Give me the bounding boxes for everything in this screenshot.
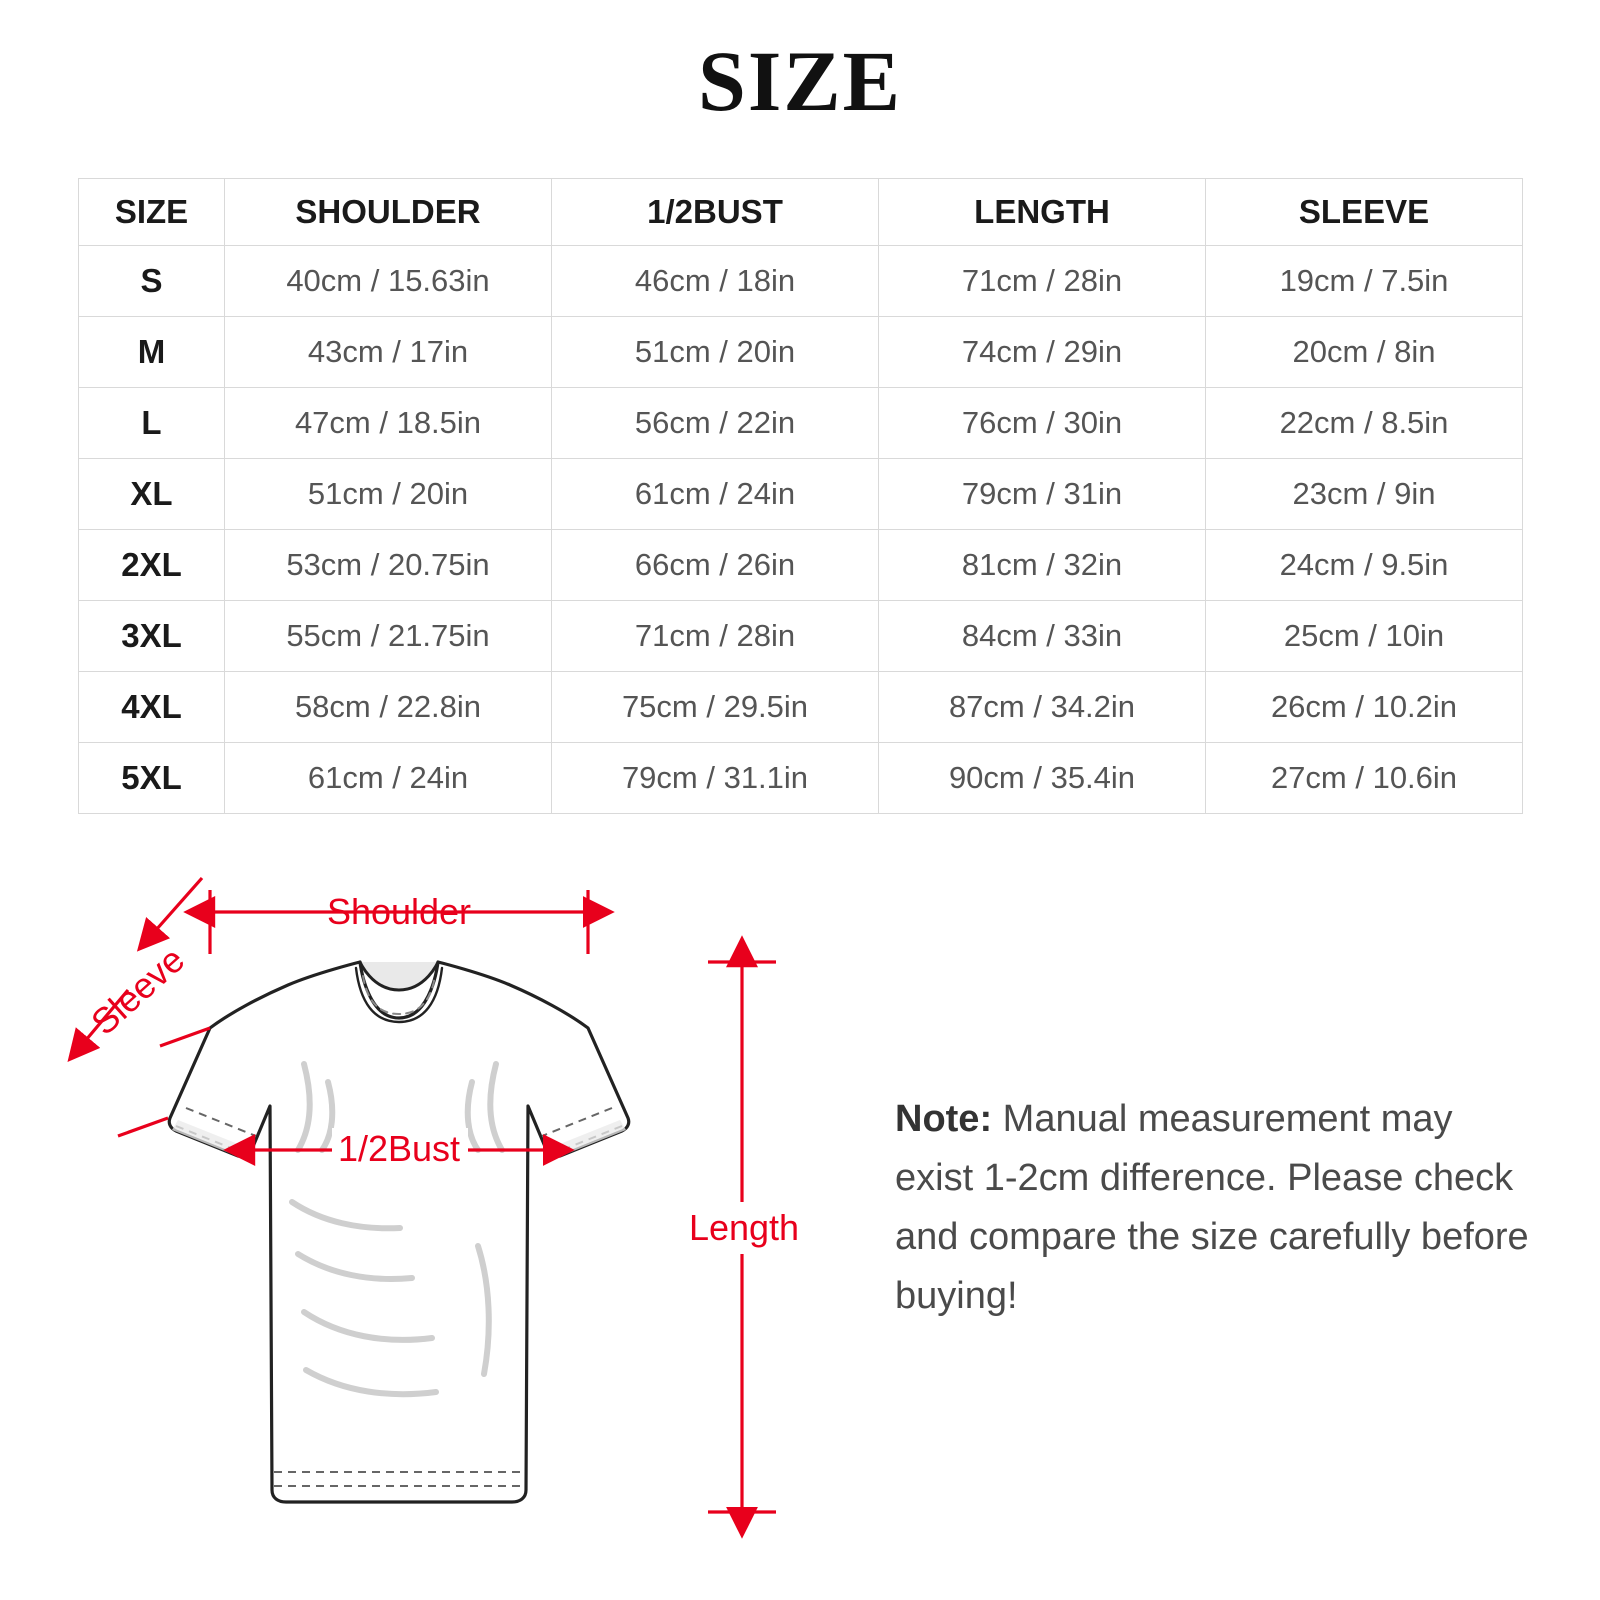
table-row (79, 246, 1523, 317)
bust-label: 1/2Bust (337, 1128, 461, 1169)
cell-sleeve: 23cm / 9in (1206, 459, 1523, 530)
table-row (79, 601, 1523, 672)
cell-bust: 46cm / 18in (552, 246, 879, 317)
cell-bust: 61cm / 24in (552, 459, 879, 530)
table-row (79, 743, 1523, 814)
table-header-row (79, 179, 1523, 246)
cell-size: L (79, 388, 225, 459)
cell-size: 3XL (79, 601, 225, 672)
cell-size: S (79, 246, 225, 317)
cell-length: 87cm / 34.2in (879, 672, 1206, 743)
column-header-shoulder: SHOULDER (225, 179, 552, 246)
cell-length: 76cm / 30in (879, 388, 1206, 459)
note-label: Note: (895, 1098, 993, 1140)
table-row (79, 388, 1523, 459)
cell-sleeve: 19cm / 7.5in (1206, 246, 1523, 317)
cell-size: 4XL (79, 672, 225, 743)
length-label: Length (688, 1207, 800, 1248)
cell-length: 74cm / 29in (879, 317, 1206, 388)
cell-shoulder: 40cm / 15.63in (225, 246, 552, 317)
tshirt-measurement-diagram (60, 850, 880, 1570)
column-header-sleeve: SLEEVE (1206, 179, 1523, 246)
cell-bust: 66cm / 26in (552, 530, 879, 601)
shoulder-label: Shoulder (326, 891, 472, 932)
cell-length: 81cm / 32in (879, 530, 1206, 601)
cell-sleeve: 26cm / 10.2in (1206, 672, 1523, 743)
table-row (79, 317, 1523, 388)
cell-bust: 79cm / 31.1in (552, 743, 879, 814)
cell-shoulder: 47cm / 18.5in (225, 388, 552, 459)
cell-shoulder: 53cm / 20.75in (225, 530, 552, 601)
table-row (79, 459, 1523, 530)
cell-size: 5XL (79, 743, 225, 814)
sleeve-label: Sleeve (83, 938, 193, 1043)
cell-size: 2XL (79, 530, 225, 601)
cell-bust: 75cm / 29.5in (552, 672, 879, 743)
cell-size: XL (79, 459, 225, 530)
cell-length: 90cm / 35.4in (879, 743, 1206, 814)
cell-sleeve: 20cm / 8in (1206, 317, 1523, 388)
cell-sleeve: 24cm / 9.5in (1206, 530, 1523, 601)
size-chart-table (78, 178, 1523, 814)
cell-length: 84cm / 33in (879, 601, 1206, 672)
cell-bust: 56cm / 22in (552, 388, 879, 459)
column-header-length: LENGTH (879, 179, 1206, 246)
column-header-bust: 1/2BUST (552, 179, 879, 246)
cell-shoulder: 58cm / 22.8in (225, 672, 552, 743)
measurement-note (895, 1090, 1535, 1326)
cell-sleeve: 22cm / 8.5in (1206, 388, 1523, 459)
cell-bust: 51cm / 20in (552, 317, 879, 388)
cell-sleeve: 25cm / 10in (1206, 601, 1523, 672)
cell-bust: 71cm / 28in (552, 601, 879, 672)
cell-shoulder: 43cm / 17in (225, 317, 552, 388)
note-text: Manual measurement may exist 1-2cm difference. Please check and compare the size carefully before buying! (895, 1098, 1529, 1317)
tshirt-illustration (169, 962, 629, 1502)
column-header-size: SIZE (79, 179, 225, 246)
table-row (79, 530, 1523, 601)
cell-sleeve: 27cm / 10.6in (1206, 743, 1523, 814)
cell-shoulder: 55cm / 21.75in (225, 601, 552, 672)
cell-size: M (79, 317, 225, 388)
cell-shoulder: 51cm / 20in (225, 459, 552, 530)
page-title: SIZE (697, 33, 903, 129)
cell-shoulder: 61cm / 24in (225, 743, 552, 814)
cell-length: 79cm / 31in (879, 459, 1206, 530)
cell-length: 71cm / 28in (879, 246, 1206, 317)
table-row (79, 672, 1523, 743)
